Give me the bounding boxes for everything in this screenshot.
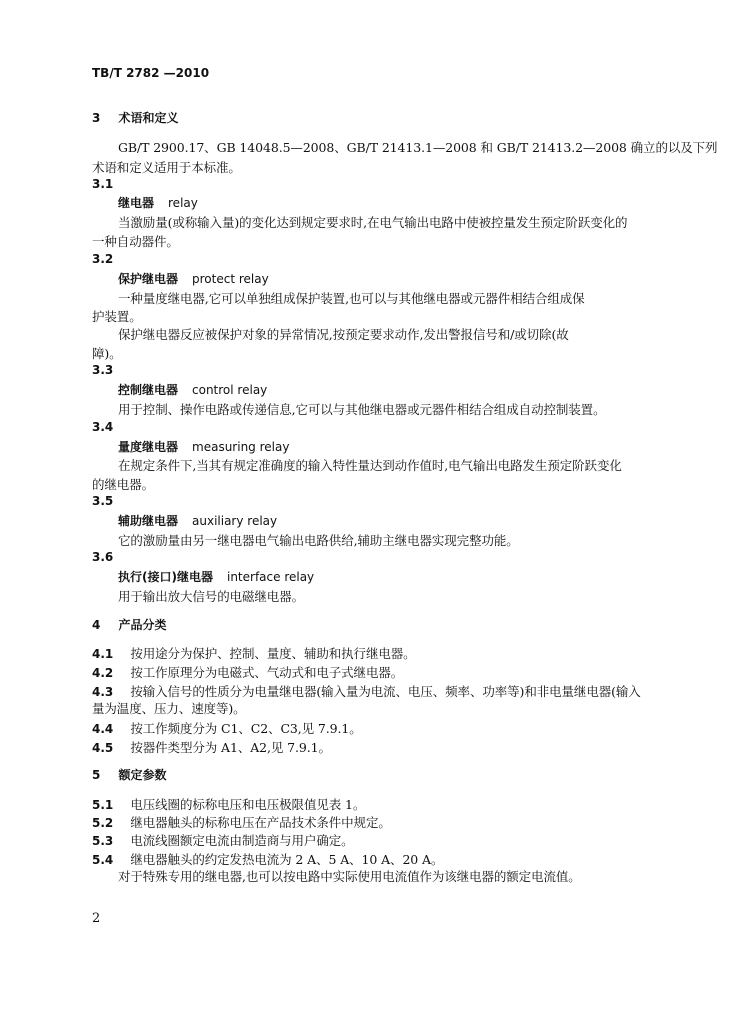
term-3-2-def-line-4: 障)。 — [92, 346, 122, 361]
standard-id-header: TB/T 2782 —2010 — [92, 66, 210, 80]
term-3-1-zh: 继电器 — [118, 196, 155, 210]
term-3-2-title — [118, 270, 269, 287]
section-5-heading — [92, 766, 167, 783]
term-3-1-title — [118, 194, 198, 211]
term-3-2-def-line-2: 护装置。 — [92, 309, 142, 324]
term-3-4-zh: 量度继电器 — [118, 440, 179, 454]
item-4-5-text: 按器件类型分为 A1、A2,见 7.9.1。 — [130, 740, 331, 755]
item-4-5-number: 4.5 — [92, 741, 114, 755]
term-3-1-number: 3.1 — [92, 177, 114, 191]
term-3-6-en: interface relay — [226, 570, 315, 584]
section-3-heading — [92, 109, 179, 126]
term-3-2-zh: 保护继电器 — [118, 272, 179, 286]
item-5-4-number: 5.4 — [92, 853, 114, 867]
item-5-4 — [92, 849, 443, 868]
term-3-6-title — [118, 568, 314, 585]
item-5-1 — [92, 794, 365, 813]
item-5-4-text: 继电器触头的约定发热电流为 2 A、5 A、10 A、20 A。 — [130, 852, 444, 867]
section-5-number: 5 — [92, 768, 101, 782]
item-5-3-number: 5.3 — [92, 834, 114, 848]
item-5-3-text: 电流线圈额定电流由制造商与用户确定。 — [130, 833, 354, 848]
section-3-intro-line-2: 术语和定义适用于本标准。 — [92, 160, 241, 175]
item-4-1-number: 4.1 — [92, 647, 114, 661]
term-3-1-def-line-1: 当激励量(或称输入量)的变化达到规定要求时,在电气输出电路中使被控量发生预定阶跃变化的 — [118, 215, 628, 230]
page-number: 2 — [92, 911, 101, 926]
item-4-4 — [92, 718, 362, 737]
term-3-2-def-line-3: 保护继电器反应被保护对象的异常情况,按预定要求动作,发出警报信号和/或切除(故 — [118, 327, 569, 342]
term-3-6-def-line-1: 用于输出放大信号的电磁继电器。 — [118, 589, 305, 604]
term-3-4-number: 3.4 — [92, 420, 114, 434]
item-4-2 — [92, 662, 403, 681]
term-3-3-title — [118, 381, 267, 398]
term-3-3-number: 3.3 — [92, 363, 114, 377]
item-4-5 — [92, 737, 331, 756]
item-4-3-text: 按输入信号的性质分为电量继电器(输入量为电流、电压、频率、功率等)和非电量继电器(输入 — [130, 684, 641, 699]
item-4-3-text-cont: 量为温度、压力、速度等)。 — [92, 701, 246, 716]
term-3-5-def-line-1: 它的激励量由另一继电器电气输出电路供给,辅助主继电器实现完整功能。 — [118, 533, 519, 548]
term-3-5-zh: 辅助继电器 — [118, 514, 179, 528]
item-4-1-text: 按用途分为保护、控制、量度、辅助和执行继电器。 — [130, 646, 416, 661]
item-5-4-text-cont: 对于特殊专用的继电器,也可以按电路中实际使用电流值作为该继电器的额定电流值。 — [118, 869, 581, 884]
item-4-4-text: 按工作频度分为 C1、C2、C3,见 7.9.1。 — [130, 721, 362, 736]
item-4-3-number: 4.3 — [92, 685, 114, 699]
item-5-3 — [92, 830, 354, 849]
item-5-2-number: 5.2 — [92, 816, 114, 830]
section-5-title: 额定参数 — [118, 768, 167, 782]
section-3-title: 术语和定义 — [118, 111, 179, 125]
term-3-4-def-line-1: 在规定条件下,当其有规定准确度的输入特性量达到动作值时,电气输出电路发生预定阶跃变化 — [118, 458, 622, 473]
term-3-3-zh: 控制继电器 — [118, 383, 179, 397]
item-5-1-text: 电压线圈的标称电压和电压极限值见表 1。 — [130, 797, 366, 812]
item-5-1-number: 5.1 — [92, 798, 114, 812]
term-3-6-zh: 执行(接口)继电器 — [118, 570, 213, 584]
section-3-intro-line-1: GB/T 2900.17、GB 14048.5—2008、GB/T 21413.1—2008 和 GB/T 21413.2—2008 确立的以及下列 — [118, 140, 718, 155]
term-3-5-number: 3.5 — [92, 494, 114, 508]
term-3-2-number: 3.2 — [92, 252, 114, 266]
term-3-4-en: measuring relay — [192, 440, 290, 454]
item-5-2 — [92, 812, 391, 831]
item-4-3 — [92, 681, 641, 700]
term-3-2-def-line-1: 一种量度继电器,它可以单独组成保护装置,也可以与其他继电器或元器件相结合组成保 — [118, 291, 585, 306]
term-3-3-en: control relay — [192, 383, 268, 397]
term-3-5-en: auxiliary relay — [192, 514, 278, 528]
item-4-2-text: 按工作原理分为电磁式、气动式和电子式继电器。 — [130, 665, 404, 680]
item-4-2-number: 4.2 — [92, 666, 114, 680]
item-4-4-number: 4.4 — [92, 722, 114, 736]
section-4-heading — [92, 616, 167, 633]
term-3-4-title — [118, 438, 289, 455]
section-4-number: 4 — [92, 618, 101, 632]
section-3-number: 3 — [92, 111, 101, 125]
item-4-1 — [92, 643, 416, 662]
term-3-4-def-line-2: 的继电器。 — [92, 477, 155, 492]
term-3-1-def-line-2: 一种自动器件。 — [92, 234, 179, 249]
term-3-2-en: protect relay — [192, 272, 269, 286]
term-3-3-def-line-1: 用于控制、操作电路或传递信息,它可以与其他继电器或元器件相结合组成自动控制装置。 — [118, 402, 606, 417]
term-3-5-title — [118, 512, 277, 529]
item-5-2-text: 继电器触头的标称电压在产品技术条件中规定。 — [130, 815, 391, 830]
section-4-title: 产品分类 — [118, 618, 167, 632]
term-3-1-en: relay — [168, 196, 198, 210]
term-3-6-number: 3.6 — [92, 550, 114, 564]
